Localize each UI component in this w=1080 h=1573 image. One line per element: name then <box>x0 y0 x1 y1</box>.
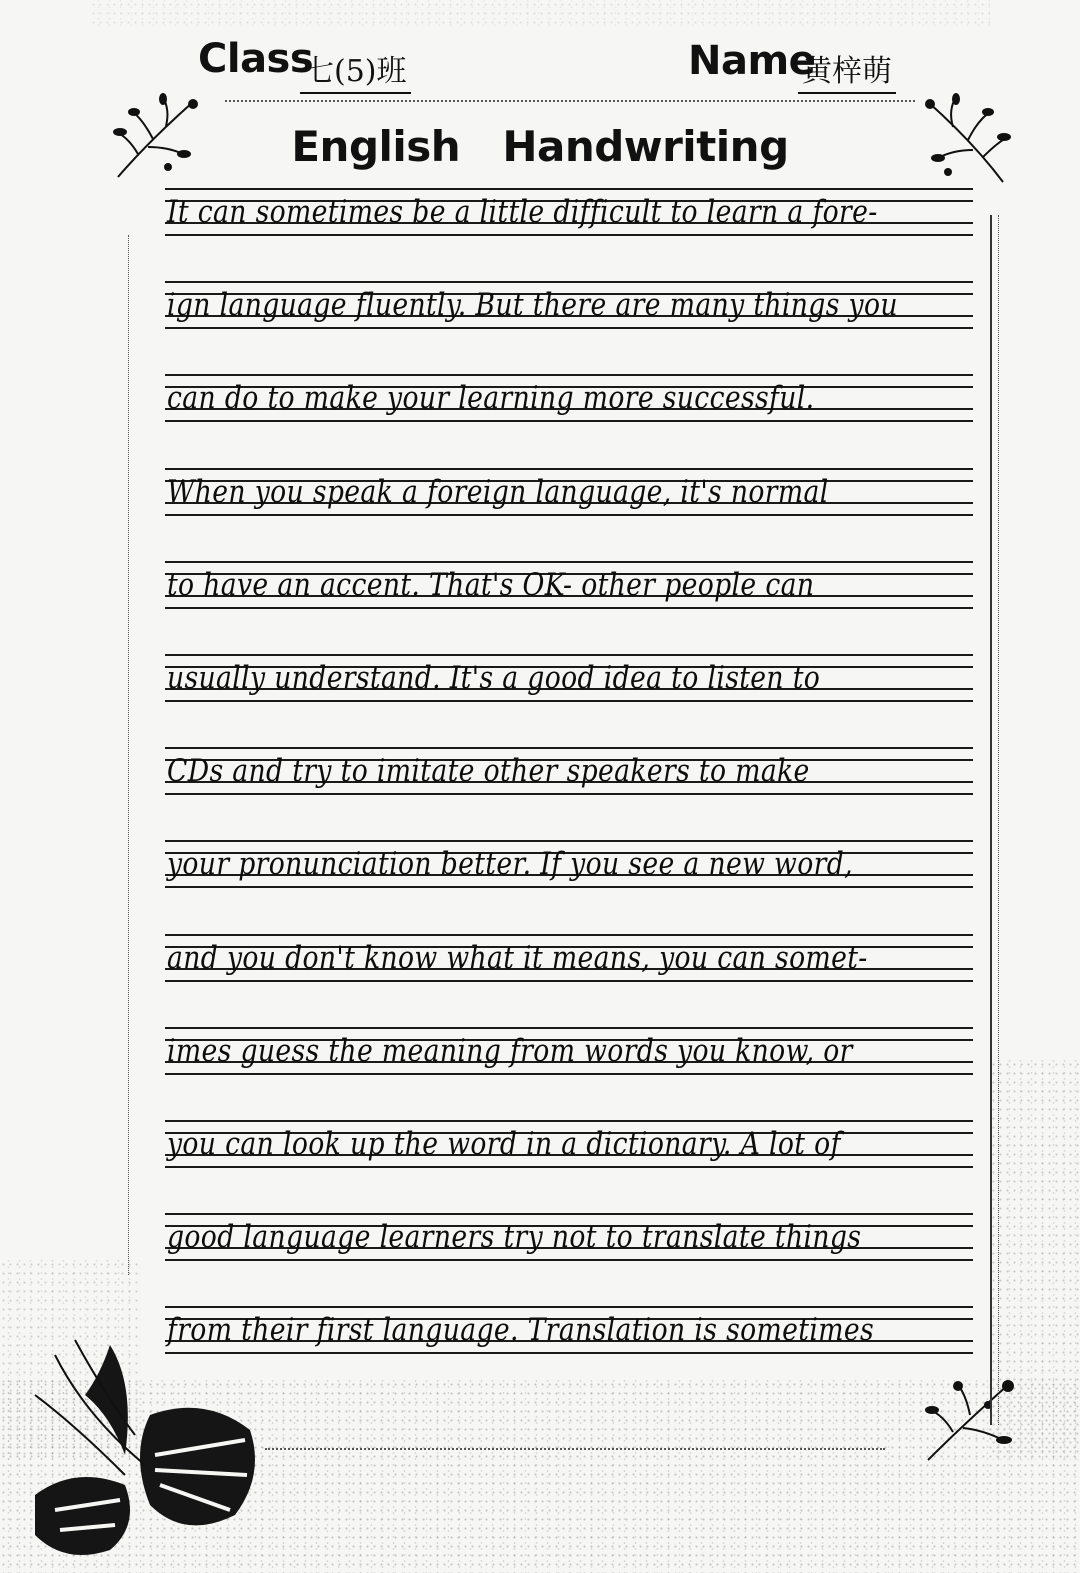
line-text: to have an accent. That's OK- other people can <box>167 566 815 603</box>
writing-area <box>165 188 973 1399</box>
writing-line <box>165 374 973 467</box>
dotted-divider-top <box>225 100 915 102</box>
line-text: When you speak a foreign language, it's normal <box>167 473 829 510</box>
paper-texture-top <box>90 0 990 30</box>
paper-texture-left <box>0 1260 140 1460</box>
writing-line <box>165 561 973 654</box>
writing-line <box>165 840 973 933</box>
class-value: 七(5)班 <box>300 46 411 94</box>
writing-line <box>165 654 973 747</box>
writing-line <box>165 1027 973 1120</box>
line-text: can do to make your learning more successful. <box>167 380 815 417</box>
line-text: It can sometimes be a little difficult to learn a fore- <box>167 194 878 230</box>
dotted-divider-bottom <box>265 1448 885 1450</box>
writing-line <box>165 934 973 1027</box>
writing-line <box>165 1120 973 1213</box>
paper-texture-right <box>990 1060 1080 1460</box>
line-text: and you don't know what it means, you can somet- <box>167 939 868 976</box>
name-value: 黄梓萌 <box>798 46 896 94</box>
writing-line <box>165 1213 973 1306</box>
line-text: ign language fluently. But there are many things you <box>167 287 898 324</box>
line-text: from their first language. Translation is sometimes <box>167 1312 874 1349</box>
writing-line <box>165 468 973 561</box>
writing-line <box>165 281 973 374</box>
class-label: Class <box>198 36 314 82</box>
writing-line <box>165 1306 973 1399</box>
name-label: Name <box>688 38 816 84</box>
writing-line <box>165 188 973 281</box>
line-text: you can look up the word in a dictionary. A lot of <box>167 1125 841 1162</box>
paper-texture-bottom <box>0 1380 1080 1573</box>
line-text: imes guess the meaning from words you know, or <box>167 1032 853 1069</box>
line-text: usually understand. It's a good idea to listen to <box>167 659 821 696</box>
page-frame-right <box>990 215 999 1425</box>
page-title: English Handwriting <box>291 122 789 171</box>
line-text: your pronunciation better. If you see a new word, <box>167 846 853 883</box>
line-text: CDs and try to imitate other speakers to make <box>167 753 810 790</box>
page-frame-left <box>128 235 133 1275</box>
writing-line <box>165 747 973 840</box>
line-text: good language learners try not to translate things <box>167 1219 862 1256</box>
